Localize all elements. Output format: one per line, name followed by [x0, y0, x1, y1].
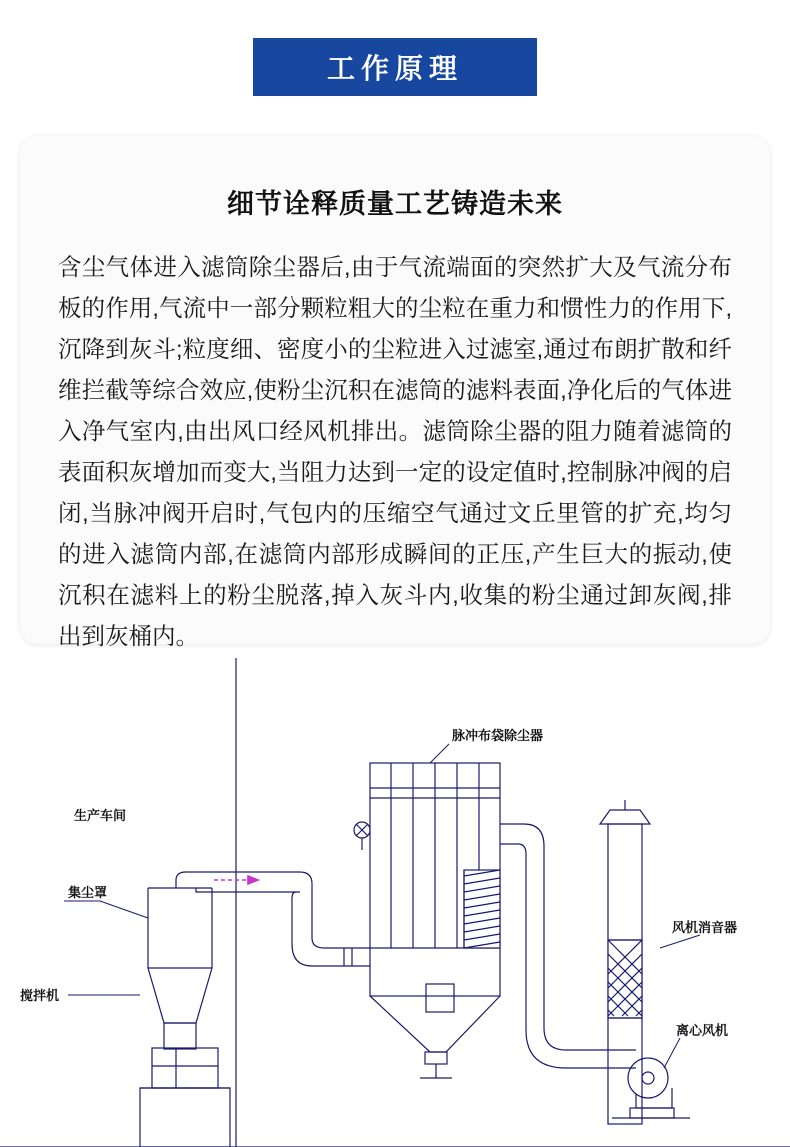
fan-silencer [608, 940, 642, 1018]
label-fan-silencer: 风机消音器 [672, 920, 738, 935]
ash-hopper [370, 996, 500, 1052]
card-title: 细节诠释质量工艺铸造未来 [227, 189, 563, 219]
label-dust-hood: 集尘罩 [68, 885, 108, 900]
inlet-duct-outer [176, 872, 370, 948]
centrifugal-fan [612, 1058, 690, 1118]
principle-card [20, 136, 770, 649]
label-centrifugal-fan: 离心风机 [676, 1023, 729, 1038]
mixer-base [140, 1088, 230, 1147]
inspection-door [426, 984, 454, 1012]
leader-fan [664, 1038, 680, 1068]
banner-container [0, 0, 790, 96]
label-mixer: 搅拌机 [20, 988, 60, 1003]
ash-discharge-valve [425, 1052, 447, 1064]
label-dust-collector: 脉冲布袋除尘器 [452, 728, 544, 743]
card-body-text: 含尘气体进入滤筒除尘器后,由于气流端面的突然扩大及气流分布板的作用,气流中一部分颗粒粗大的尘粒在重力和惯性力的作用下,沉降到灰斗;粒度细、密度小的尘粒进入过滤室,通过布朗扩散和纤维拦截等综合效应,使粉尘沉积在滤筒的滤料表面,净化后的气体进入净气室内,由出风口经风机排出。滤筒除尘器的阻力随着滤筒的表面积灰增加而变大,当阻力达到一定的设定值时,控制脉冲阀的启闭,当脉冲阀开启时,气包内的压缩空气通过文丘里管的扩充,均匀的进入滤筒内部,在滤筒内部形成瞬间的正压,产生巨大的振动,使沉积在滤料上的粉尘脱落,掉入灰斗内,收集的粉尘通过卸灰阀,排出到灰桶内。 [58, 254, 732, 649]
leader-silencer [660, 935, 700, 948]
stack-rain-cap [600, 810, 650, 824]
page-title: 工作原理 [253, 38, 537, 96]
leader-dust-collector [430, 744, 449, 763]
dust-accumulation-hatch [464, 870, 500, 948]
dust-hood [148, 968, 212, 1023]
process-diagram [0, 648, 790, 1147]
mixer-body [152, 1048, 218, 1088]
label-workshop: 生产车间 [74, 808, 127, 823]
